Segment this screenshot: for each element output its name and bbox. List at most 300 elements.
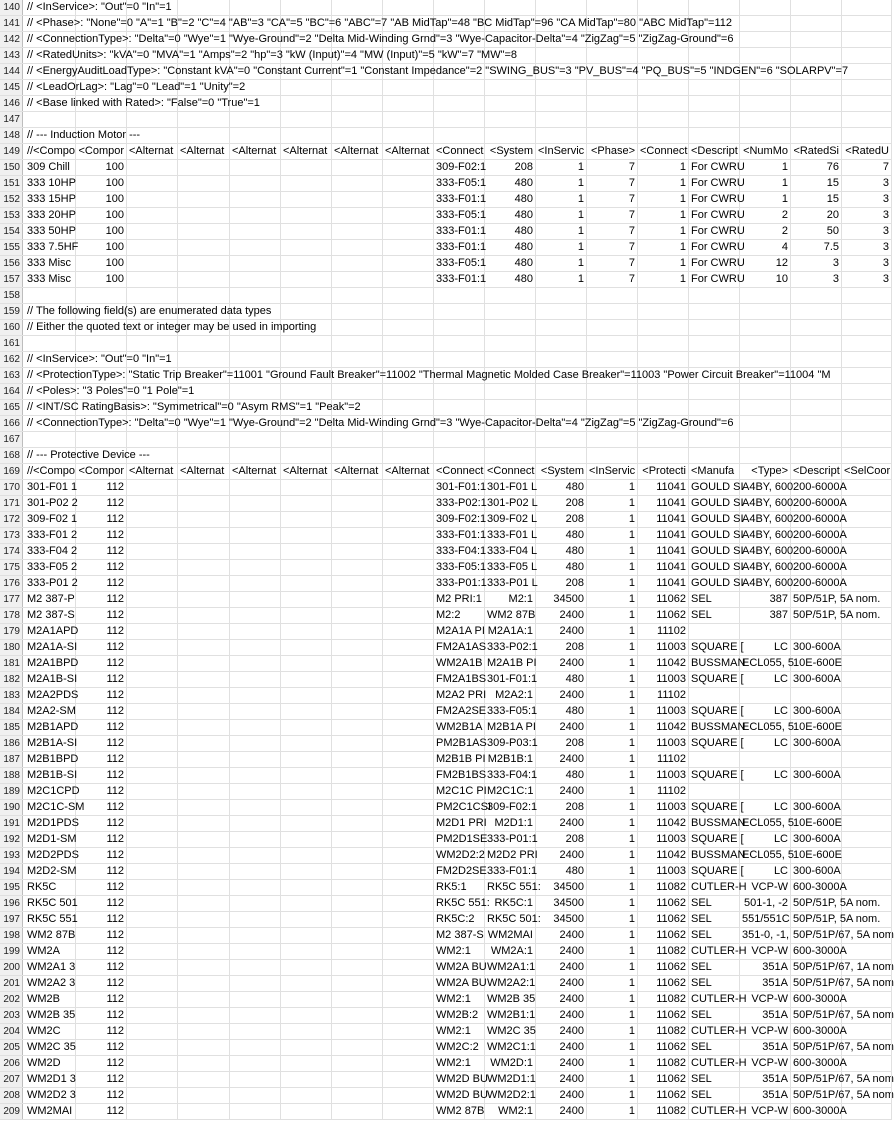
cell-f[interactable] — [281, 336, 332, 351]
cell-q[interactable] — [842, 0, 892, 15]
cell-c[interactable] — [127, 640, 178, 655]
cell-h[interactable] — [383, 496, 434, 511]
cell-m[interactable]: 11102 — [638, 752, 689, 767]
cell-o[interactable]: LC — [740, 704, 791, 719]
row-number[interactable]: 196 — [0, 896, 23, 911]
cell-j[interactable] — [485, 448, 536, 463]
cell-l[interactable] — [587, 448, 638, 463]
cell-o[interactable]: ECL055, 5 — [742, 657, 794, 669]
cell-q[interactable] — [842, 624, 892, 639]
row-number[interactable]: 158 — [0, 288, 23, 303]
cell-f[interactable] — [281, 656, 332, 671]
comment-text[interactable] — [25, 432, 27, 447]
cell-c[interactable] — [127, 160, 178, 175]
cell-c[interactable] — [127, 768, 178, 783]
cell-q[interactable] — [842, 1104, 892, 1119]
cell-e[interactable] — [230, 944, 281, 959]
cell-a[interactable]: M2 387-S — [27, 609, 75, 621]
cell-l[interactable]: 1 — [587, 800, 638, 815]
row-number[interactable]: 151 — [0, 176, 23, 191]
cell-n[interactable]: SQUARE [ — [691, 705, 744, 717]
cell-c[interactable] — [127, 880, 178, 895]
cell-h[interactable] — [383, 864, 434, 879]
cell-p[interactable] — [791, 48, 842, 63]
cell-o[interactable]: A4BY, 600 — [742, 497, 794, 509]
cell-d[interactable] — [178, 496, 230, 511]
cell-l[interactable]: 1 — [587, 832, 638, 847]
cell-k[interactable]: 2400 — [536, 608, 587, 623]
cell-b[interactable]: 112 — [76, 1008, 127, 1023]
cell-k[interactable] — [536, 320, 587, 335]
cell-c[interactable] — [127, 928, 178, 943]
cell-e[interactable] — [230, 880, 281, 895]
cell-k[interactable]: <InServic — [536, 144, 587, 159]
cell-m[interactable] — [638, 0, 689, 15]
cell-o[interactable]: <NumMo — [740, 144, 791, 159]
cell-n[interactable]: SEL — [689, 976, 740, 991]
cell-k[interactable] — [536, 0, 587, 15]
cell-b[interactable]: 100 — [76, 224, 127, 239]
cell-l[interactable]: 1 — [587, 752, 638, 767]
cell-e[interactable] — [230, 560, 281, 575]
cell-d[interactable] — [178, 896, 230, 911]
cell-l[interactable] — [587, 400, 638, 415]
cell-f[interactable] — [281, 512, 332, 527]
cell-q[interactable] — [842, 304, 892, 319]
cell-b[interactable]: 112 — [76, 592, 127, 607]
cell-i[interactable]: M2 PRI:1 — [434, 592, 485, 607]
cell-d[interactable] — [178, 288, 230, 303]
cell-d[interactable] — [178, 880, 230, 895]
cell-i[interactable]: FM2D2SE — [436, 865, 487, 877]
cell-g[interactable] — [332, 1072, 383, 1087]
cell-b[interactable] — [76, 288, 127, 303]
cell-n[interactable] — [689, 48, 740, 63]
cell-m[interactable]: 11042 — [638, 848, 689, 863]
cell-i[interactable]: WM2B1A — [434, 720, 485, 735]
cell-f[interactable] — [281, 992, 332, 1007]
cell-l[interactable]: 7 — [587, 160, 638, 175]
row-number[interactable]: 184 — [0, 704, 23, 719]
cell-a[interactable]: M2B1BPD — [27, 753, 79, 765]
cell-b[interactable]: 112 — [76, 560, 127, 575]
cell-b[interactable]: 112 — [76, 784, 127, 799]
cell-g[interactable] — [332, 656, 383, 671]
cell-j[interactable] — [485, 96, 536, 111]
cell-d[interactable] — [178, 432, 230, 447]
cell-n[interactable]: SQUARE [ — [691, 865, 744, 877]
cell-a[interactable]: M2B1A-SI — [27, 737, 78, 749]
row-number[interactable]: 199 — [0, 944, 23, 959]
cell-h[interactable] — [383, 912, 434, 927]
cell-n[interactable]: SEL — [689, 960, 740, 975]
cell-o[interactable]: 351A — [740, 1040, 791, 1055]
cell-p[interactable] — [791, 784, 842, 799]
cell-i[interactable]: FM2B1BS — [436, 769, 487, 781]
cell-p[interactable] — [791, 336, 842, 351]
cell-d[interactable] — [178, 960, 230, 975]
cell-i[interactable]: M2D1 PRI — [436, 817, 487, 829]
cell-k[interactable]: 2400 — [536, 1008, 587, 1023]
cell-i[interactable]: FM2A2SE — [436, 705, 487, 717]
row-number[interactable]: 145 — [0, 80, 23, 95]
cell-m[interactable]: 11041 — [638, 576, 689, 591]
cell-h[interactable] — [383, 576, 434, 591]
row-number[interactable]: 185 — [0, 720, 23, 735]
cell-k[interactable]: 2400 — [536, 752, 587, 767]
row-number[interactable]: 208 — [0, 1088, 23, 1103]
cell-o[interactable] — [740, 624, 791, 639]
cell-h[interactable] — [383, 512, 434, 527]
cell-i[interactable]: WM2 87B — [436, 1105, 485, 1117]
cell-d[interactable] — [178, 592, 230, 607]
cell-f[interactable] — [281, 752, 332, 767]
cell-q[interactable] — [842, 832, 892, 847]
cell-i[interactable]: RK5C 551: — [436, 897, 490, 909]
cell-p[interactable] — [791, 384, 842, 399]
cell-p[interactable] — [791, 320, 842, 335]
row-number[interactable]: 190 — [0, 800, 23, 815]
cell-h[interactable] — [383, 288, 434, 303]
cell-j[interactable] — [485, 432, 536, 447]
cell-a[interactable]: M2D1PDS — [27, 817, 79, 829]
cell-o[interactable]: 2 — [740, 224, 791, 239]
cell-h[interactable] — [383, 1104, 434, 1119]
cell-j[interactable]: WM2D2:1 — [487, 1089, 536, 1101]
cell-f[interactable] — [281, 256, 332, 271]
cell-e[interactable] — [230, 1056, 281, 1071]
cell-n[interactable] — [689, 448, 740, 463]
cell-a[interactable]: 333-F04 2 — [27, 545, 78, 557]
row-number[interactable]: 143 — [0, 48, 23, 63]
cell-i[interactable]: M2 387-S — [436, 929, 484, 941]
cell-p[interactable]: 15 — [791, 192, 842, 207]
cell-g[interactable] — [332, 848, 383, 863]
cell-a[interactable]: M2A2-SM — [27, 705, 76, 717]
cell-l[interactable]: 1 — [587, 496, 638, 511]
cell-e[interactable] — [230, 976, 281, 991]
cell-l[interactable]: 1 — [587, 784, 638, 799]
cell-p[interactable] — [791, 352, 842, 367]
cell-d[interactable] — [178, 944, 230, 959]
cell-q[interactable] — [842, 576, 892, 591]
cell-d[interactable] — [178, 512, 230, 527]
comment-text[interactable]: // <Poles>: "3 Poles"=0 "1 Pole"=1 — [27, 385, 195, 397]
cell-f[interactable] — [281, 896, 332, 911]
cell-b[interactable]: 112 — [76, 896, 127, 911]
cell-e[interactable] — [230, 160, 281, 175]
cell-k[interactable]: 2400 — [536, 688, 587, 703]
cell-q[interactable] — [842, 480, 892, 495]
cell-g[interactable] — [332, 1040, 383, 1055]
cell-o[interactable]: A4BY, 600 — [742, 561, 794, 573]
cell-i[interactable]: 333-F04:1 — [436, 545, 487, 557]
cell-f[interactable] — [281, 928, 332, 943]
cell-f[interactable] — [281, 1072, 332, 1087]
cell-p[interactable]: 200-6000A — [793, 481, 847, 493]
cell-l[interactable]: 1 — [587, 528, 638, 543]
cell-d[interactable] — [178, 736, 230, 751]
cell-p[interactable]: 50P/51P/67, 1A nom — [793, 961, 894, 973]
cell-a[interactable] — [25, 336, 76, 351]
cell-e[interactable] — [230, 240, 281, 255]
cell-d[interactable] — [178, 768, 230, 783]
cell-o[interactable]: 10 — [740, 272, 791, 287]
cell-l[interactable]: 1 — [587, 848, 638, 863]
cell-c[interactable] — [127, 1008, 178, 1023]
cell-l[interactable]: 1 — [587, 720, 638, 735]
cell-e[interactable] — [230, 528, 281, 543]
cell-i[interactable] — [434, 304, 485, 319]
cell-d[interactable]: <Alternat — [178, 464, 230, 479]
cell-f[interactable] — [281, 128, 332, 143]
cell-f[interactable] — [281, 832, 332, 847]
cell-b[interactable]: 112 — [76, 848, 127, 863]
cell-q[interactable]: 3 — [842, 272, 892, 287]
cell-p[interactable]: 200-6000A — [793, 561, 847, 573]
cell-j[interactable] — [485, 80, 536, 95]
cell-l[interactable]: 1 — [587, 624, 638, 639]
cell-i[interactable]: <Connect — [436, 145, 484, 157]
cell-f[interactable] — [281, 208, 332, 223]
cell-g[interactable] — [332, 96, 383, 111]
cell-c[interactable] — [127, 336, 178, 351]
cell-p[interactable]: 76 — [791, 160, 842, 175]
cell-q[interactable] — [842, 1056, 892, 1071]
cell-j[interactable] — [485, 320, 536, 335]
cell-k[interactable] — [536, 112, 587, 127]
cell-g[interactable] — [332, 784, 383, 799]
cell-g[interactable] — [332, 432, 383, 447]
cell-e[interactable] — [230, 832, 281, 847]
cell-k[interactable]: 34500 — [536, 880, 587, 895]
cell-o[interactable] — [740, 336, 791, 351]
cell-g[interactable] — [332, 320, 383, 335]
cell-d[interactable] — [178, 176, 230, 191]
cell-j[interactable]: 333-P01:1 — [487, 833, 538, 845]
cell-p[interactable]: 300-600A — [793, 801, 841, 813]
cell-q[interactable] — [842, 16, 892, 31]
cell-h[interactable] — [383, 272, 434, 287]
row-number[interactable]: 140 — [0, 0, 23, 15]
cell-d[interactable] — [178, 992, 230, 1007]
cell-p[interactable]: 300-600A — [793, 833, 841, 845]
cell-i[interactable] — [434, 96, 485, 111]
cell-q[interactable] — [842, 800, 892, 815]
cell-a[interactable]: M2B1APD — [27, 721, 79, 733]
comment-text[interactable]: // <RatedUnits>: "kVA"=0 "MVA"=1 "Amps"=2 "hp"=3 "kW (Input)"=4 "MW (Input)"=5 "kW"=7 "MW"=8 — [27, 49, 518, 61]
cell-i[interactable]: 333-F05:1 — [436, 257, 487, 269]
cell-j[interactable]: M2A1B PI — [487, 657, 537, 669]
cell-p[interactable]: 10E-600E — [793, 849, 842, 861]
cell-h[interactable] — [383, 1040, 434, 1055]
cell-k[interactable]: 208 — [536, 800, 587, 815]
cell-j[interactable] — [485, 112, 536, 127]
cell-k[interactable] — [536, 336, 587, 351]
cell-o[interactable]: A4BY, 600 — [742, 481, 794, 493]
cell-a[interactable] — [25, 288, 76, 303]
cell-g[interactable] — [332, 544, 383, 559]
cell-k[interactable]: 2400 — [536, 928, 587, 943]
cell-b[interactable]: 112 — [76, 480, 127, 495]
cell-h[interactable] — [383, 688, 434, 703]
cell-j[interactable] — [485, 352, 536, 367]
cell-e[interactable] — [230, 0, 281, 15]
row-number[interactable]: 153 — [0, 208, 23, 223]
cell-h[interactable]: <Alternat — [383, 464, 434, 479]
cell-j[interactable]: WM2A2:1 — [487, 977, 536, 989]
cell-d[interactable] — [178, 272, 230, 287]
cell-q[interactable] — [842, 672, 892, 687]
cell-j[interactable]: RK5C:1 — [485, 896, 536, 911]
cell-j[interactable]: WM2B 35 — [487, 993, 536, 1005]
cell-n[interactable]: GOULD SI — [691, 545, 744, 557]
row-number[interactable]: 144 — [0, 64, 23, 79]
cell-f[interactable] — [281, 976, 332, 991]
cell-g[interactable] — [332, 448, 383, 463]
cell-h[interactable]: <Alternat — [383, 144, 434, 159]
cell-j[interactable] — [485, 384, 536, 399]
row-number[interactable]: 164 — [0, 384, 23, 399]
cell-n[interactable]: For CWRU — [691, 209, 745, 221]
cell-o[interactable]: LC — [740, 800, 791, 815]
cell-m[interactable]: 11062 — [638, 976, 689, 991]
cell-g[interactable] — [332, 1104, 383, 1119]
cell-p[interactable]: 300-600A — [793, 865, 841, 877]
cell-g[interactable] — [332, 736, 383, 751]
cell-e[interactable] — [230, 896, 281, 911]
row-number[interactable]: 172 — [0, 512, 23, 527]
row-number[interactable]: 186 — [0, 736, 23, 751]
cell-j[interactable]: M2D2 PRI — [487, 849, 538, 861]
cell-g[interactable] — [332, 336, 383, 351]
cell-h[interactable] — [383, 528, 434, 543]
cell-c[interactable] — [127, 176, 178, 191]
cell-o[interactable] — [740, 0, 791, 15]
cell-k[interactable]: 2400 — [536, 720, 587, 735]
cell-g[interactable] — [332, 1056, 383, 1071]
cell-e[interactable] — [230, 352, 281, 367]
cell-d[interactable] — [178, 832, 230, 847]
cell-q[interactable]: <SelCoor — [844, 465, 891, 477]
cell-j[interactable]: M2B1A PI — [487, 721, 536, 733]
cell-b[interactable]: 112 — [76, 1104, 127, 1119]
cell-d[interactable] — [178, 240, 230, 255]
cell-f[interactable] — [281, 1024, 332, 1039]
cell-c[interactable] — [127, 592, 178, 607]
cell-o[interactable] — [740, 352, 791, 367]
cell-q[interactable] — [842, 720, 892, 735]
cell-k[interactable]: 480 — [536, 544, 587, 559]
cell-l[interactable]: 1 — [587, 672, 638, 687]
cell-p[interactable] — [791, 16, 842, 31]
cell-a[interactable] — [25, 112, 76, 127]
cell-l[interactable] — [587, 128, 638, 143]
cell-d[interactable] — [178, 656, 230, 671]
cell-k[interactable]: 2400 — [536, 624, 587, 639]
cell-g[interactable]: <Alternat — [332, 464, 383, 479]
cell-m[interactable]: 11102 — [638, 784, 689, 799]
cell-f[interactable] — [281, 288, 332, 303]
comment-text[interactable]: // <ConnectionType>: "Delta"=0 "Wye"=1 "Wye-Ground"=2 "Delta Mid-Winding Grnd"=3 "Wye-Capacitor-Delta"=4 "ZigZag"=5 "ZigZag-Ground"=6 — [27, 33, 734, 45]
cell-i[interactable]: 309-F02:1 — [436, 513, 487, 525]
cell-g[interactable] — [332, 800, 383, 815]
cell-e[interactable] — [230, 336, 281, 351]
cell-a[interactable]: 309 Chill — [25, 160, 76, 175]
row-number[interactable]: 141 — [0, 16, 23, 31]
cell-n[interactable]: For CWRU — [691, 161, 745, 173]
cell-i[interactable]: 333-F01:1 — [436, 193, 487, 205]
cell-h[interactable] — [383, 480, 434, 495]
cell-k[interactable]: 208 — [536, 496, 587, 511]
cell-l[interactable]: 1 — [587, 960, 638, 975]
cell-h[interactable] — [383, 304, 434, 319]
cell-i[interactable]: 301-F01:1 — [436, 481, 487, 493]
cell-n[interactable] — [689, 128, 740, 143]
cell-j[interactable] — [485, 128, 536, 143]
row-number[interactable]: 146 — [0, 96, 23, 111]
row-number[interactable]: 209 — [0, 1104, 23, 1119]
cell-p[interactable] — [791, 112, 842, 127]
cell-n[interactable] — [689, 624, 740, 639]
cell-o[interactable] — [740, 448, 791, 463]
cell-l[interactable]: 1 — [587, 944, 638, 959]
cell-e[interactable] — [230, 176, 281, 191]
cell-o[interactable] — [740, 320, 791, 335]
cell-i[interactable]: 333-F01:1 — [436, 225, 487, 237]
cell-c[interactable] — [127, 816, 178, 831]
cell-m[interactable]: 11041 — [638, 544, 689, 559]
cell-e[interactable] — [230, 992, 281, 1007]
cell-l[interactable]: 1 — [587, 1008, 638, 1023]
cell-i[interactable]: PM2C1CSI — [436, 801, 492, 813]
cell-k[interactable]: 208 — [536, 576, 587, 591]
row-number[interactable]: 206 — [0, 1056, 23, 1071]
cell-m[interactable] — [638, 304, 689, 319]
cell-j[interactable]: WM2A1:1 — [487, 961, 536, 973]
cell-i[interactable]: 309-F02:1 — [436, 161, 487, 173]
cell-e[interactable] — [230, 288, 281, 303]
cell-c[interactable] — [127, 992, 178, 1007]
cell-g[interactable] — [332, 112, 383, 127]
cell-o[interactable] — [740, 96, 791, 111]
cell-d[interactable] — [178, 544, 230, 559]
cell-j[interactable]: 480 — [485, 224, 536, 239]
row-number[interactable]: 175 — [0, 560, 23, 575]
row-number[interactable]: 173 — [0, 528, 23, 543]
cell-a[interactable]: 301-P02 2 — [27, 497, 78, 509]
cell-a[interactable]: //<Compo — [27, 465, 75, 477]
cell-g[interactable] — [332, 560, 383, 575]
row-number[interactable]: 205 — [0, 1040, 23, 1055]
cell-h[interactable] — [383, 336, 434, 351]
cell-p[interactable] — [791, 752, 842, 767]
cell-c[interactable] — [127, 704, 178, 719]
cell-h[interactable] — [383, 800, 434, 815]
cell-b[interactable]: 112 — [76, 688, 127, 703]
cell-d[interactable] — [178, 256, 230, 271]
cell-q[interactable] — [842, 848, 892, 863]
cell-j[interactable]: 480 — [485, 272, 536, 287]
cell-j[interactable]: WM2C1:1 — [487, 1041, 536, 1053]
cell-m[interactable]: 11041 — [638, 528, 689, 543]
cell-m[interactable]: 11003 — [638, 800, 689, 815]
cell-b[interactable]: 112 — [76, 1040, 127, 1055]
cell-q[interactable]: 3 — [842, 256, 892, 271]
cell-b[interactable]: 112 — [76, 992, 127, 1007]
cell-f[interactable] — [281, 1088, 332, 1103]
cell-h[interactable] — [383, 1008, 434, 1023]
